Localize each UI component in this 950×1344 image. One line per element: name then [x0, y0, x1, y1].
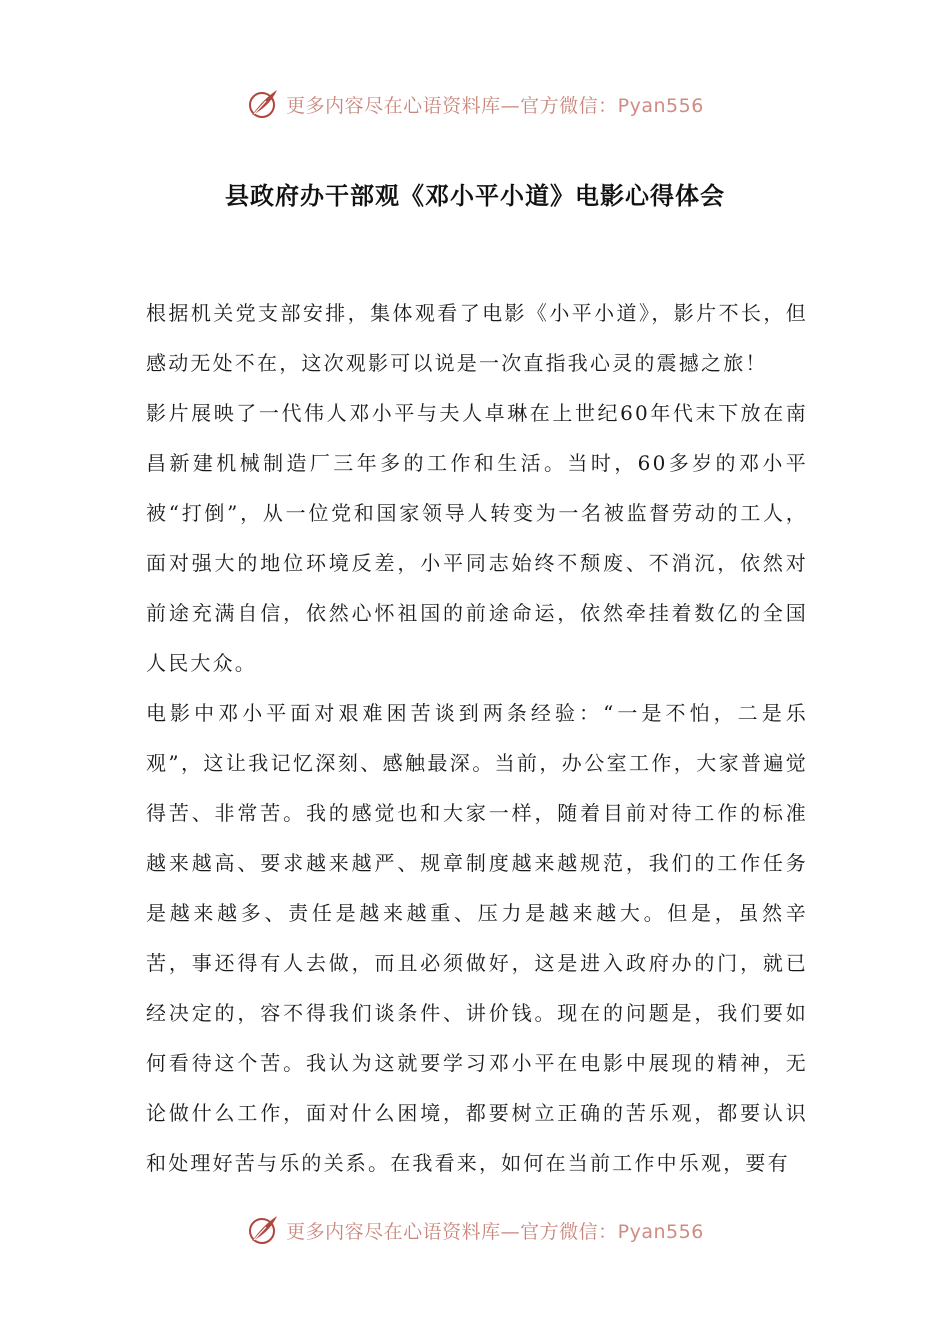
quill-logo-icon [246, 1213, 280, 1247]
footer-watermark-banner [0, 1210, 950, 1250]
document-body [146, 288, 808, 1188]
header-wechat-id: Pyan556 [617, 94, 704, 117]
footer-wechat-id: Pyan556 [617, 1220, 704, 1243]
paragraph-2: 影片展映了一代伟人邓小平与夫人卓琳在上世纪60年代末下放在南昌新建机械制造厂三年多的工作和生活。当时，60多岁的邓小平被“打倒”，从一位党和国家领导人转变为一名被监督劳动的工人，面对强大的地位环境反差，小平同志始终不颓废、不消沉，依然对前途充满自信，依然心怀祖国的前途命运，依然牵挂着数亿的全国人民大众。 [146, 401, 808, 675]
paragraph-3: 电影中邓小平面对艰难困苦谈到两条经验：“一是不怕，二是乐观”，这让我记忆深刻、感触最深。当前，办公室工作，大家普遍觉得苦、非常苦。我的感觉也和大家一样，随着目前对待工作的标准越来越高、要求越来越严、规章制度越来越规范，我们的工作任务是越来越多、责任是越来越重、压力是越来越大。但是，虽然辛苦，事还得有人去做，而且必须做好，这是进入政府办的门，就已经决定的，容不得我们谈条件、讲价钱。现在的问题是，我们要如何看待这个苦。我认为这就要学习邓小平在电影中展现的精神，无论做什么工作，面对什么困境，都要树立正确的苦乐观，都要认识和处理好苦与乐的关系。在我看来，如何在当前工作中乐观，要有 [146, 701, 808, 1175]
paragraph-1: 根据机关党支部安排，集体观看了电影《小平小道》，影片不长，但感动无处不在，这次观影可以说是一次直指我心灵的震撼之旅！ [146, 301, 808, 375]
document-title: 县政府办干部观《邓小平小道》电影心得体会 [225, 181, 725, 210]
footer-watermark-text: 更多内容尽在心语资料库—官方微信：Pyan556 [286, 1220, 704, 1243]
header-watermark-banner [0, 84, 950, 124]
quill-logo-icon [246, 87, 280, 121]
header-watermark-text: 更多内容尽在心语资料库—官方微信：Pyan556 [286, 94, 704, 117]
